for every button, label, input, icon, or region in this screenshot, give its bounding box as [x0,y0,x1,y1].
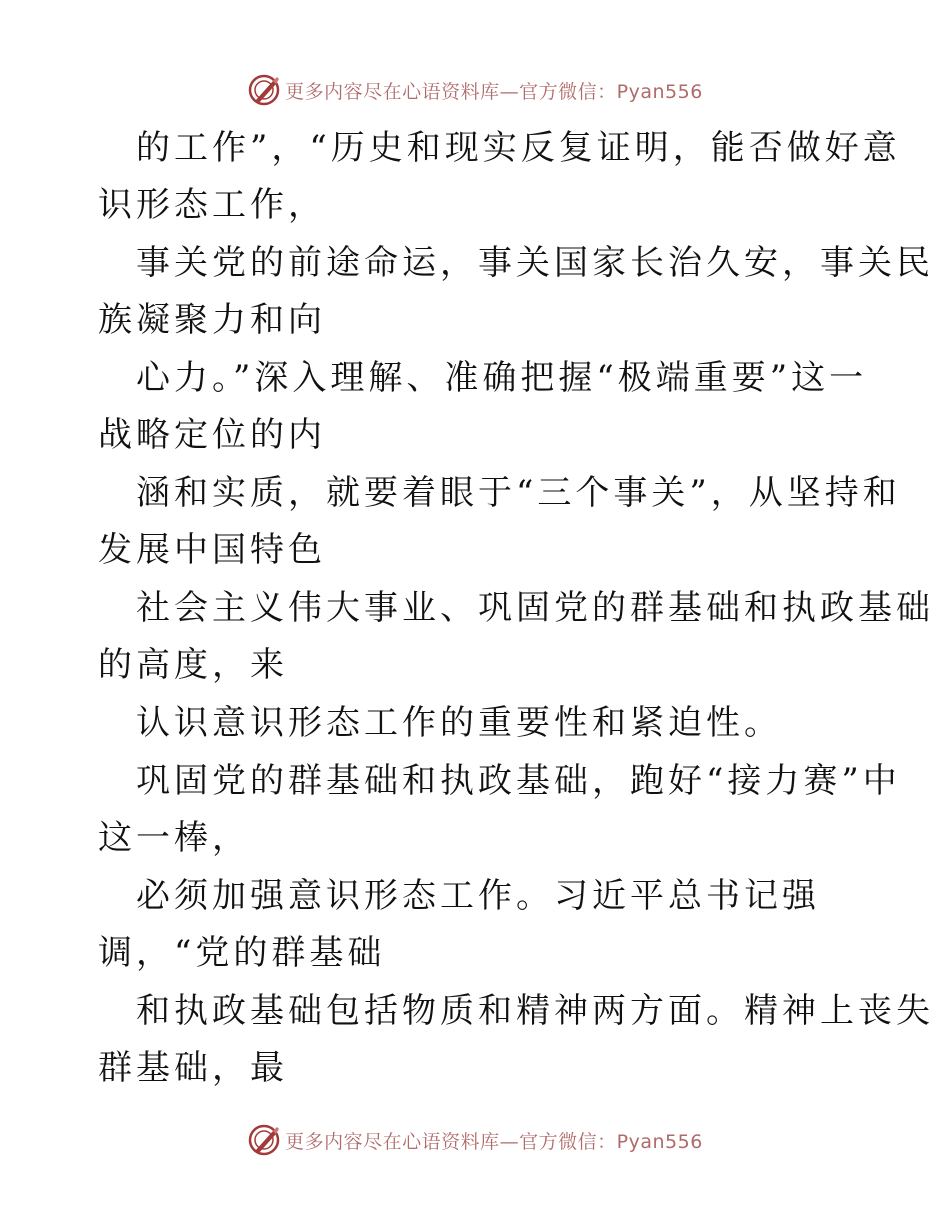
pen-logo-icon [247,1123,281,1157]
text-line: 发展中国特色 [98,530,326,570]
text-line: 社会主义伟大事业、巩固党的群基础和执政基础 [136,588,934,628]
text-line: 调，“党的群基础 [98,933,386,973]
text-line: 必须加强意识形态工作。习近平总书记强 [136,876,820,916]
text-line: 的工作”，“历史和现实反复证明，能否做好意 [136,128,901,168]
text-line: 认识意识形态工作的重要性和紧迫性。 [136,703,782,743]
text-line: 群基础，最 [98,1048,288,1088]
banner-text: 更多内容尽在心语资料库—官方微信：Pyan556 [285,1130,703,1153]
text-line: 这一棒， [98,818,250,858]
text-line: 和执政基础包括物质和精神两方面。精神上丧失 [136,991,934,1031]
text-line: 战略定位的内 [98,415,326,455]
text-line: 的高度，来 [98,645,288,685]
text-line: 涵和实质，就要着眼于“三个事关”，从坚持和 [136,473,901,513]
header-banner [0,68,950,112]
text-line: 识形态工作， [98,185,326,225]
pen-logo-icon [247,73,281,107]
text-line: 巩固党的群基础和执政基础，跑好“接力赛”中 [136,761,901,801]
text-line: 族凝聚力和向 [98,300,326,340]
text-line: 事关党的前途命运，事关国家长治久安，事关民 [136,243,934,283]
text-line: 心力。”深入理解、准确把握“极端重要”这一 [136,358,868,398]
banner-text: 更多内容尽在心语资料库—官方微信：Pyan556 [285,80,703,103]
footer-banner [0,1118,950,1162]
